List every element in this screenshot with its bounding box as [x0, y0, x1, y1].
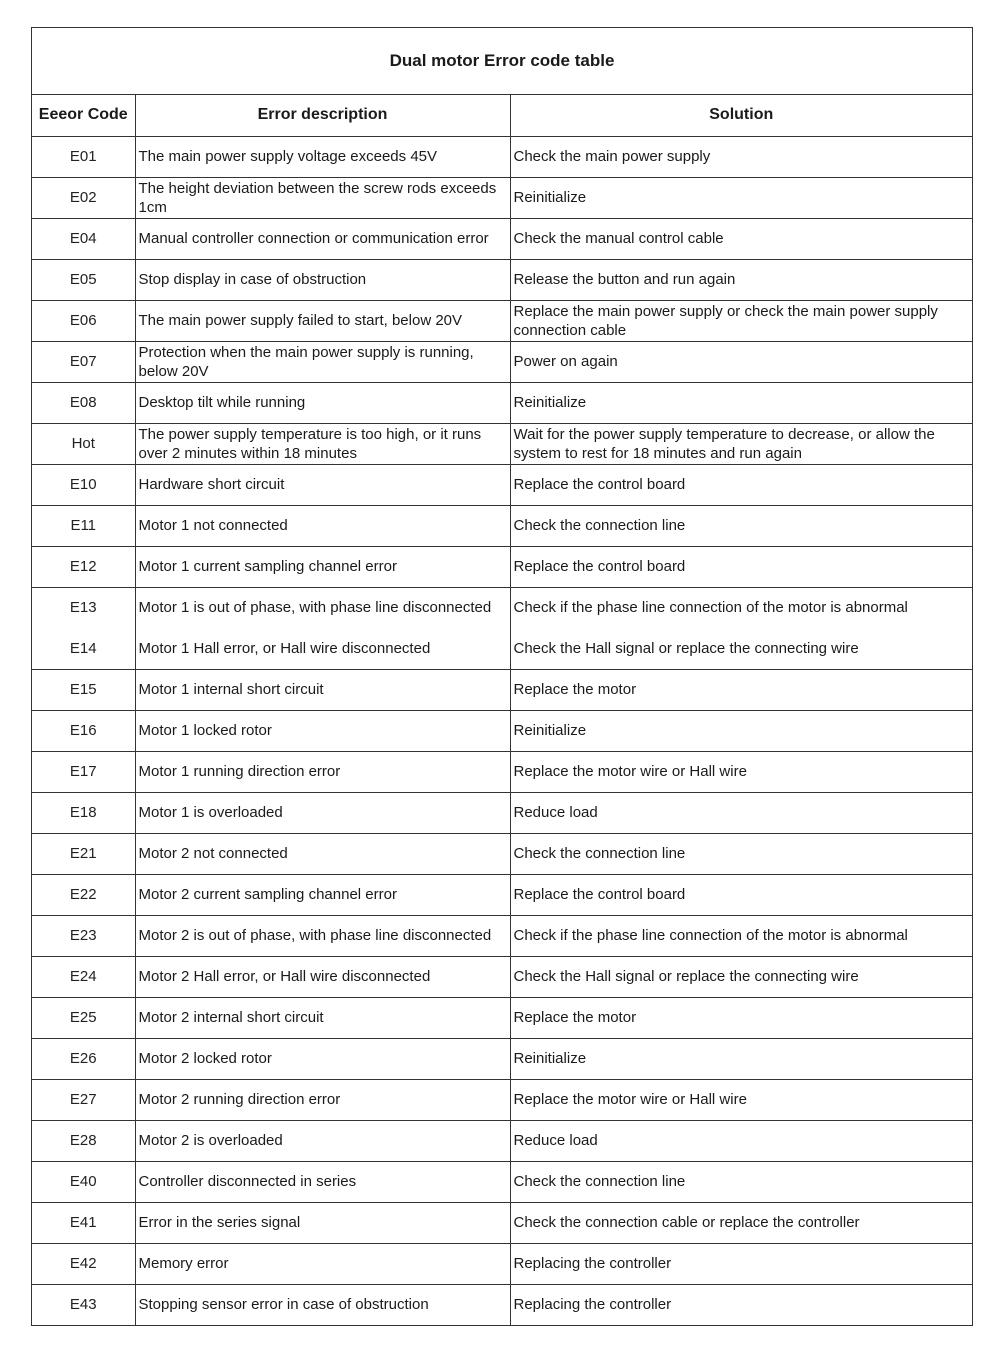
solution-cell: Replace the motor — [510, 997, 972, 1038]
error-code-table — [32, 95, 972, 1325]
table-row — [32, 1079, 972, 1120]
solution-cell: Reinitialize — [510, 1038, 972, 1079]
solution-cell: Check the main power supply — [510, 136, 972, 177]
error-code-cell: E15 — [32, 669, 135, 710]
solution-cell: Replace the control board — [510, 546, 972, 587]
error-code-cell: E11 — [32, 505, 135, 546]
error-code-cell: E10 — [32, 464, 135, 505]
table-body — [32, 136, 972, 1325]
table-title: Dual motor Error code table — [32, 28, 972, 95]
table-row — [32, 546, 972, 587]
error-code-cell: E27 — [32, 1079, 135, 1120]
description-cell: Motor 1 not connected — [135, 505, 510, 546]
solution-cell: Release the button and run again — [510, 259, 972, 300]
solution-cell: Check the connection line — [510, 833, 972, 874]
error-code-cell: E07 — [32, 341, 135, 382]
solution-cell: Replacing the controller — [513, 1296, 672, 1314]
error-code-cell: E16 — [32, 710, 135, 751]
description-cell: Error in the series signal — [135, 1202, 510, 1243]
solution-cell: Reduce load — [510, 1120, 972, 1161]
solution-cell: Replace the motor wire or Hall wire — [510, 751, 972, 792]
description-cell: Protection when the main power supply is running, below 20V — [135, 341, 510, 382]
error-code-sheet — [31, 27, 973, 1326]
error-code-cell: E01 — [32, 136, 135, 177]
table-row — [32, 341, 972, 382]
error-code-cell: E41 — [32, 1202, 135, 1243]
description-cell: Manual controller connection or communication error — [135, 218, 510, 259]
solution-cell: Check the connection line — [510, 1161, 972, 1202]
table-row — [32, 382, 972, 423]
error-code-cell: E25 — [32, 997, 135, 1038]
description-cell: Motor 2 is out of phase, with phase line disconnected — [135, 915, 510, 956]
table-row — [32, 177, 972, 218]
solution-cell: Replace the control board — [510, 464, 972, 505]
solution-cell: Check if the phase line connection of the motor is abnormal — [513, 599, 908, 617]
table-row — [32, 259, 972, 300]
error-code-cell: E04 — [32, 218, 135, 259]
table-row — [32, 833, 972, 874]
error-code-cell: E23 — [32, 915, 135, 956]
solution-cell: Check the Hall signal or replace the connecting wire — [510, 628, 972, 669]
description-cell: Motor 2 Hall error, or Hall wire disconnected — [135, 956, 510, 997]
error-code-cell: E06 — [32, 300, 135, 341]
description-cell: The height deviation between the screw rods exceeds 1cm — [135, 177, 510, 218]
table-row — [32, 1202, 972, 1243]
error-code-cell: E21 — [32, 833, 135, 874]
description-cell: Motor 1 is out of phase, with phase line disconnected — [135, 587, 510, 628]
description-cell: Motor 2 current sampling channel error — [135, 874, 510, 915]
error-code-cell: E18 — [32, 792, 135, 833]
error-code-cell: E43 — [32, 1284, 135, 1325]
error-code-cell: E24 — [32, 956, 135, 997]
table-row — [32, 710, 972, 751]
error-code-cell: E08 — [32, 382, 135, 423]
table-row — [32, 628, 972, 669]
table-row — [32, 915, 972, 956]
header-solution: Solution — [510, 95, 972, 136]
table-row — [32, 587, 972, 628]
solution-cell: Replacing the controller — [510, 1243, 972, 1284]
solution-cell: Replace the control board — [510, 874, 972, 915]
description-cell: The main power supply voltage exceeds 45V — [135, 136, 510, 177]
description-cell: Controller disconnected in series — [135, 1161, 510, 1202]
description-cell: Motor 2 internal short circuit — [135, 997, 510, 1038]
error-code-cell: E40 — [32, 1161, 135, 1202]
solution-cell: Reinitialize — [510, 177, 972, 218]
table-row — [32, 997, 972, 1038]
table-row — [32, 218, 972, 259]
table-row — [32, 505, 972, 546]
solution-cell: Wait for the power supply temperature to decrease, or allow the system to rest for 18 minutes and run again — [510, 423, 972, 464]
description-cell: Motor 1 locked rotor — [135, 710, 510, 751]
description-cell: Memory error — [135, 1243, 510, 1284]
table-row — [32, 1161, 972, 1202]
error-code-cell: E17 — [32, 751, 135, 792]
table-row — [32, 1038, 972, 1079]
error-code-cell: E26 — [32, 1038, 135, 1079]
description-cell: The power supply temperature is too high, or it runs over 2 minutes within 18 minutes — [135, 423, 510, 464]
header-row — [32, 95, 972, 136]
error-code-cell: E12 — [32, 546, 135, 587]
solution-cell: Check the Hall signal or replace the connecting wire — [510, 956, 972, 997]
description-cell: The main power supply failed to start, below 20V — [135, 300, 510, 341]
description-cell: Hardware short circuit — [135, 464, 510, 505]
solution-cell: Reinitialize — [510, 710, 972, 751]
error-code-cell: Hot — [32, 423, 135, 464]
solution-cell: Check the manual control cable — [510, 218, 972, 259]
table-row — [32, 1243, 972, 1284]
error-code-cell: E13 — [32, 587, 135, 628]
table-row — [32, 464, 972, 505]
description-cell: Stopping sensor error in case of obstruction — [135, 1284, 510, 1325]
table-row — [32, 751, 972, 792]
error-code-cell: E42 — [32, 1243, 135, 1284]
table-row — [32, 669, 972, 710]
description-cell: Motor 2 is overloaded — [135, 1120, 510, 1161]
solution-cell: Replace the motor wire or Hall wire — [510, 1079, 972, 1120]
description-cell: Motor 2 running direction error — [135, 1079, 510, 1120]
solution-cell: Check the connection line — [510, 505, 972, 546]
solution-cell: Replace the motor — [510, 669, 972, 710]
table-row — [32, 1120, 972, 1161]
error-code-cell: E14 — [32, 628, 135, 669]
solution-cell: Power on again — [510, 341, 972, 382]
table-row — [32, 874, 972, 915]
solution-cell: Reduce load — [510, 792, 972, 833]
error-code-cell: E05 — [32, 259, 135, 300]
table-row — [32, 136, 972, 177]
description-cell: Motor 2 not connected — [135, 833, 510, 874]
error-code-cell: E02 — [32, 177, 135, 218]
table-row — [32, 300, 972, 341]
solution-cell: Check the connection cable or replace the controller — [510, 1202, 972, 1243]
table-row — [32, 956, 972, 997]
description-cell: Stop display in case of obstruction — [135, 259, 510, 300]
description-cell: Motor 1 internal short circuit — [135, 669, 510, 710]
solution-cell: Check if the phase line connection of the motor is abnormal — [510, 915, 972, 956]
description-cell: Motor 2 locked rotor — [135, 1038, 510, 1079]
table-row — [32, 1284, 972, 1325]
error-code-cell: E28 — [32, 1120, 135, 1161]
table-row — [32, 792, 972, 833]
table-row — [32, 423, 972, 464]
solution-cell: Replace the main power supply or check the main power supply connection cable — [510, 300, 972, 341]
description-cell: Motor 1 current sampling channel error — [135, 546, 510, 587]
error-code-cell: E22 — [32, 874, 135, 915]
header-description: Error description — [135, 95, 510, 136]
solution-cell: Reinitialize — [510, 382, 972, 423]
description-cell: Motor 1 is overloaded — [135, 792, 510, 833]
description-cell: Motor 1 Hall error, or Hall wire disconnected — [135, 628, 510, 669]
header-code: Eeeor Code — [32, 95, 135, 136]
description-cell: Motor 1 running direction error — [135, 751, 510, 792]
description-cell: Desktop tilt while running — [135, 382, 510, 423]
